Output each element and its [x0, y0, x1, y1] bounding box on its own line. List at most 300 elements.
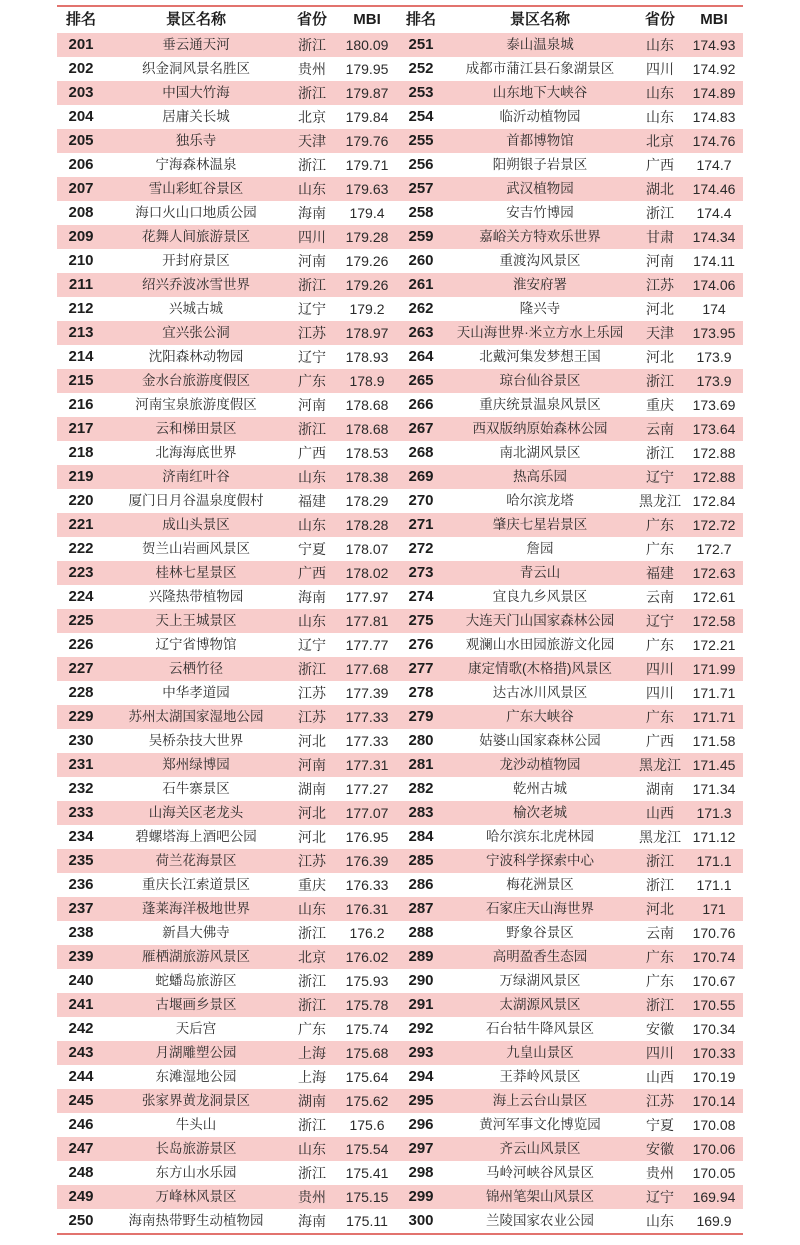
province-cell: 云南 — [646, 925, 674, 941]
province-cell: 河北 — [646, 301, 674, 317]
rank-cell: 269 — [408, 468, 434, 485]
mbi-cell: 178.07 — [345, 541, 389, 557]
mbi-cell: 178.93 — [345, 349, 389, 365]
table-bottom-rule — [57, 1233, 743, 1235]
mbi-cell: 179.87 — [345, 85, 389, 101]
mbi-cell: 178.28 — [345, 517, 389, 533]
rank-cell: 214 — [68, 348, 94, 365]
name-cell: 山东地下大峡谷 — [492, 85, 588, 100]
name-cell: 中华孝道园 — [162, 685, 230, 700]
name-cell: 淮安府署 — [513, 277, 567, 292]
rank-cell: 287 — [408, 900, 434, 917]
mbi-cell: 175.74 — [345, 1021, 389, 1037]
name-cell: 蓬莱海洋极地世界 — [142, 901, 250, 916]
province-cell: 甘肃 — [646, 229, 674, 245]
rank-cell: 223 — [68, 564, 94, 581]
province-cell: 山东 — [298, 1141, 326, 1157]
province-cell: 浙江 — [646, 853, 674, 869]
province-cell: 山东 — [646, 1213, 674, 1229]
mbi-cell: 170.08 — [692, 1117, 736, 1133]
mbi-cell: 177.81 — [345, 613, 389, 629]
name-cell: 天后宫 — [175, 1021, 217, 1036]
table-row — [57, 993, 743, 1017]
province-cell: 辽宁 — [646, 469, 674, 485]
rank-cell: 245 — [68, 1092, 94, 1109]
province-cell: 重庆 — [646, 397, 674, 413]
rank-cell: 275 — [408, 612, 434, 629]
name-cell: 榆次老城 — [513, 805, 567, 820]
name-cell: 独乐寺 — [175, 133, 217, 148]
name-cell: 高明盈香生态园 — [492, 949, 588, 964]
rank-cell: 250 — [68, 1212, 94, 1229]
mbi-cell: 170.14 — [692, 1093, 736, 1109]
name-cell: 肇庆七星岩景区 — [492, 517, 588, 532]
province-cell: 浙江 — [646, 877, 674, 893]
mbi-cell: 178.29 — [345, 493, 389, 509]
name-cell: 梅花洲景区 — [506, 877, 574, 892]
table-row — [57, 1137, 743, 1161]
mbi-cell: 171.34 — [692, 781, 736, 797]
table-row — [57, 1089, 743, 1113]
name-cell: 桂林七星景区 — [155, 565, 237, 580]
rank-cell: 246 — [68, 1116, 94, 1133]
rank-cell: 295 — [408, 1092, 434, 1109]
rank-cell: 212 — [68, 300, 94, 317]
name-cell: 野象谷景区 — [506, 925, 574, 940]
rank-cell: 274 — [408, 588, 434, 605]
province-cell: 海南 — [298, 589, 326, 605]
name-cell: 中国大竹海 — [162, 85, 230, 100]
mbi-cell: 171.1 — [696, 877, 732, 893]
province-cell: 山东 — [646, 85, 674, 101]
table-row — [57, 537, 743, 561]
name-cell: 王莽岭风景区 — [499, 1069, 581, 1084]
rank-cell: 266 — [408, 396, 434, 413]
mbi-cell: 179.4 — [349, 205, 385, 221]
rank-cell: 267 — [408, 420, 434, 437]
province-cell: 山西 — [646, 805, 674, 821]
rank-cell: 215 — [68, 372, 94, 389]
mbi-cell: 178.97 — [345, 325, 389, 341]
name-cell: 兴隆热带植物园 — [148, 589, 244, 604]
table-row — [57, 417, 743, 441]
table-row — [57, 129, 743, 153]
mbi-cell: 178.9 — [349, 373, 385, 389]
name-cell: 金水台旅游度假区 — [142, 373, 250, 388]
name-cell: 蛇蟠岛旅游区 — [155, 973, 237, 988]
header-name-right: 景区名称 — [509, 11, 570, 28]
rank-cell: 239 — [68, 948, 94, 965]
mbi-cell: 175.41 — [345, 1165, 389, 1181]
province-cell: 浙江 — [298, 277, 326, 293]
rank-cell: 238 — [68, 924, 94, 941]
header-mbi-left: MBI — [353, 11, 381, 28]
province-cell: 广东 — [646, 973, 674, 989]
name-cell: 嘉峪关方特欢乐世界 — [479, 229, 601, 244]
rank-cell: 263 — [408, 324, 434, 341]
name-cell: 万峰林风景区 — [155, 1189, 237, 1204]
name-cell: 东滩湿地公园 — [155, 1069, 237, 1084]
mbi-cell: 176.31 — [345, 901, 389, 917]
name-cell: 九皇山景区 — [506, 1045, 574, 1060]
province-cell: 安徽 — [646, 1021, 674, 1037]
mbi-cell: 174 — [702, 301, 726, 317]
name-cell: 古堰画乡景区 — [155, 997, 237, 1012]
mbi-cell: 177.33 — [345, 709, 389, 725]
rank-cell: 260 — [408, 252, 434, 269]
table-row — [57, 201, 743, 225]
rank-cell: 294 — [408, 1068, 434, 1085]
name-cell: 兰陵国家农业公园 — [486, 1213, 594, 1228]
rank-cell: 268 — [408, 444, 434, 461]
province-cell: 江苏 — [298, 325, 326, 341]
table-row — [57, 81, 743, 105]
name-cell: 天山海世界·米立方水上乐园 — [456, 325, 624, 340]
rank-cell: 254 — [408, 108, 434, 125]
table-row — [57, 33, 743, 57]
mbi-cell: 178.02 — [345, 565, 389, 581]
rank-cell: 278 — [408, 684, 434, 701]
mbi-cell: 170.33 — [692, 1045, 736, 1061]
mbi-cell: 169.9 — [696, 1213, 732, 1229]
rank-cell: 298 — [408, 1164, 434, 1181]
name-cell: 西双版纳原始森林公园 — [472, 421, 608, 436]
mbi-cell: 180.09 — [345, 37, 389, 53]
rank-cell: 286 — [408, 876, 434, 893]
name-cell: 观澜山水田园旅游文化园 — [465, 637, 615, 652]
rank-cell: 296 — [408, 1116, 434, 1133]
mbi-cell: 179.76 — [345, 133, 389, 149]
name-cell: 雁栖湖旅游风景区 — [142, 949, 250, 964]
mbi-cell: 176.2 — [349, 925, 385, 941]
name-cell: 济南红叶谷 — [162, 469, 230, 484]
province-cell: 河南 — [298, 757, 326, 773]
name-cell: 兴城古城 — [169, 301, 223, 316]
mbi-cell: 170.34 — [692, 1021, 736, 1037]
rank-cell: 240 — [68, 972, 94, 989]
province-cell: 山东 — [646, 37, 674, 53]
mbi-cell: 178.38 — [345, 469, 389, 485]
rank-cell: 292 — [408, 1020, 434, 1037]
province-cell: 北京 — [298, 949, 326, 965]
province-cell: 浙江 — [298, 1165, 326, 1181]
name-cell: 天上王城景区 — [155, 613, 237, 628]
mbi-cell: 179.26 — [345, 277, 389, 293]
province-cell: 贵州 — [646, 1165, 674, 1181]
header-province-left: 省份 — [296, 11, 327, 28]
mbi-cell: 179.2 — [349, 301, 385, 317]
province-cell: 江苏 — [298, 685, 326, 701]
province-cell: 广东 — [298, 1021, 326, 1037]
table-row — [57, 609, 743, 633]
mbi-cell: 174.7 — [696, 157, 732, 173]
rank-cell: 216 — [68, 396, 94, 413]
rank-cell: 208 — [68, 204, 94, 221]
name-cell: 重渡沟风景区 — [499, 253, 581, 268]
rank-cell: 230 — [68, 732, 94, 749]
province-cell: 浙江 — [298, 421, 326, 437]
mbi-cell: 177.97 — [345, 589, 389, 605]
province-cell: 北京 — [646, 133, 674, 149]
name-cell: 泰山温泉城 — [506, 37, 574, 52]
mbi-cell: 175.54 — [345, 1141, 389, 1157]
mbi-cell: 174.34 — [692, 229, 736, 245]
province-cell: 河南 — [646, 253, 674, 269]
rank-cell: 284 — [408, 828, 434, 845]
province-cell: 四川 — [646, 61, 674, 77]
table-row — [57, 1161, 743, 1185]
rank-cell: 282 — [408, 780, 434, 797]
table-row — [57, 1113, 743, 1137]
mbi-cell: 179.26 — [345, 253, 389, 269]
mbi-cell: 175.62 — [345, 1093, 389, 1109]
mbi-cell: 178.68 — [345, 397, 389, 413]
name-cell: 武汉植物园 — [506, 181, 574, 196]
province-cell: 广东 — [646, 709, 674, 725]
province-cell: 浙江 — [298, 157, 326, 173]
province-cell: 云南 — [646, 421, 674, 437]
name-cell: 乾州古城 — [513, 781, 567, 796]
mbi-cell: 172.88 — [692, 445, 736, 461]
province-cell: 贵州 — [298, 1189, 326, 1205]
mbi-cell: 179.71 — [345, 157, 389, 173]
mbi-cell: 171.1 — [696, 853, 732, 869]
rank-cell: 280 — [408, 732, 434, 749]
rank-cell: 289 — [408, 948, 434, 965]
mbi-cell: 171.58 — [692, 733, 736, 749]
rank-cell: 206 — [68, 156, 94, 173]
province-cell: 四川 — [298, 229, 326, 245]
name-cell: 长岛旅游景区 — [155, 1141, 237, 1156]
name-cell: 北海海底世界 — [155, 445, 237, 460]
province-cell: 浙江 — [298, 1117, 326, 1133]
mbi-cell: 179.63 — [345, 181, 389, 197]
table-row — [57, 801, 743, 825]
name-cell: 宁波科学探索中心 — [486, 853, 594, 868]
name-cell: 石台牯牛降风景区 — [486, 1021, 594, 1036]
mbi-cell: 173.64 — [692, 421, 736, 437]
province-cell: 辽宁 — [646, 613, 674, 629]
province-cell: 四川 — [646, 661, 674, 677]
rank-cell: 261 — [408, 276, 434, 293]
mbi-cell: 174.76 — [692, 133, 736, 149]
table-row — [57, 1041, 743, 1065]
name-cell: 成山头景区 — [162, 517, 230, 532]
rank-cell: 244 — [68, 1068, 94, 1085]
name-cell: 北戴河集发梦想王国 — [479, 349, 601, 364]
province-cell: 浙江 — [646, 373, 674, 389]
name-cell: 新昌大佛寺 — [162, 925, 230, 940]
name-cell: 太湖源风景区 — [499, 997, 581, 1012]
name-cell: 宁海森林温泉 — [155, 157, 237, 172]
mbi-cell: 170.05 — [692, 1165, 736, 1181]
province-cell: 浙江 — [298, 37, 326, 53]
rank-cell: 228 — [68, 684, 94, 701]
name-cell: 詹园 — [526, 541, 554, 556]
name-cell: 南北湖风景区 — [499, 445, 581, 460]
province-cell: 山东 — [298, 901, 326, 917]
province-cell: 山东 — [646, 109, 674, 125]
province-cell: 天津 — [646, 325, 674, 341]
table-row — [57, 561, 743, 585]
mbi-cell: 170.06 — [692, 1141, 736, 1157]
mbi-ranking-table — [57, 5, 743, 1235]
mbi-cell: 179.28 — [345, 229, 389, 245]
name-cell: 青云山 — [519, 565, 561, 580]
name-cell: 月湖雕塑公园 — [155, 1045, 237, 1060]
rank-cell: 258 — [408, 204, 434, 221]
province-cell: 浙江 — [646, 997, 674, 1013]
rank-cell: 290 — [408, 972, 434, 989]
name-cell: 锦州笔架山风景区 — [486, 1189, 594, 1204]
mbi-cell: 173.9 — [696, 373, 732, 389]
rank-cell: 237 — [68, 900, 94, 917]
mbi-cell: 177.31 — [345, 757, 389, 773]
name-cell: 郑州绿博园 — [162, 757, 230, 772]
province-cell: 广东 — [646, 517, 674, 533]
rank-cell: 248 — [68, 1164, 94, 1181]
name-cell: 成都市蒲江县石象湖景区 — [465, 61, 615, 76]
mbi-cell: 176.39 — [345, 853, 389, 869]
table-row — [57, 681, 743, 705]
rank-cell: 235 — [68, 852, 94, 869]
name-cell: 吴桥杂技大世界 — [148, 733, 244, 748]
name-cell: 安吉竹博园 — [506, 205, 574, 220]
table-row — [57, 177, 743, 201]
province-cell: 江苏 — [298, 853, 326, 869]
header-rank-right: 排名 — [405, 11, 436, 28]
mbi-cell: 177.77 — [345, 637, 389, 653]
mbi-cell: 175.93 — [345, 973, 389, 989]
name-cell: 黄河军事文化博览园 — [479, 1117, 601, 1132]
mbi-cell: 171.71 — [692, 709, 736, 725]
name-cell: 龙沙动植物园 — [499, 757, 581, 772]
rank-cell: 256 — [408, 156, 434, 173]
mbi-cell: 177.68 — [345, 661, 389, 677]
table-header-row — [57, 7, 743, 33]
rank-cell: 233 — [68, 804, 94, 821]
table-row — [57, 513, 743, 537]
rank-cell: 221 — [68, 516, 94, 533]
mbi-cell: 170.76 — [692, 925, 736, 941]
name-cell: 河南宝泉旅游度假区 — [135, 397, 257, 412]
mbi-cell: 171.99 — [692, 661, 736, 677]
province-cell: 山东 — [298, 613, 326, 629]
table-row — [57, 825, 743, 849]
mbi-cell: 174.06 — [692, 277, 736, 293]
table-row — [57, 729, 743, 753]
name-cell: 隆兴寺 — [519, 301, 561, 316]
mbi-cell: 178.53 — [345, 445, 389, 461]
name-cell: 垂云通天河 — [162, 37, 230, 52]
table-row — [57, 585, 743, 609]
province-cell: 河南 — [298, 397, 326, 413]
rank-cell: 271 — [408, 516, 434, 533]
rank-cell: 277 — [408, 660, 434, 677]
mbi-cell: 170.67 — [692, 973, 736, 989]
province-cell: 浙江 — [298, 925, 326, 941]
name-cell: 海南热带野生动植物园 — [128, 1213, 264, 1228]
province-cell: 山西 — [646, 1069, 674, 1085]
province-cell: 河北 — [298, 805, 326, 821]
name-cell: 琼台仙谷景区 — [499, 373, 581, 388]
mbi-cell: 179.84 — [345, 109, 389, 125]
province-cell: 浙江 — [298, 85, 326, 101]
rank-cell: 211 — [68, 276, 94, 293]
mbi-cell: 175.15 — [345, 1189, 389, 1205]
name-cell: 沈阳森林动物园 — [148, 349, 244, 364]
province-cell: 山东 — [298, 181, 326, 197]
rank-cell: 202 — [68, 60, 94, 77]
province-cell: 辽宁 — [298, 301, 326, 317]
name-cell: 康定情歌(木格措)风景区 — [468, 661, 612, 676]
mbi-cell: 175.78 — [345, 997, 389, 1013]
province-cell: 海南 — [298, 1213, 326, 1229]
province-cell: 广东 — [646, 949, 674, 965]
table-row — [57, 777, 743, 801]
table-row — [57, 249, 743, 273]
rank-cell: 213 — [68, 324, 94, 341]
name-cell: 达古冰川风景区 — [492, 685, 588, 700]
table-body — [57, 33, 743, 1233]
mbi-cell: 174.83 — [692, 109, 736, 125]
province-cell: 山东 — [298, 469, 326, 485]
province-cell: 云南 — [646, 589, 674, 605]
province-cell: 辽宁 — [646, 1189, 674, 1205]
province-cell: 湖北 — [646, 181, 674, 197]
mbi-cell: 176.33 — [345, 877, 389, 893]
rank-cell: 279 — [408, 708, 434, 725]
rank-cell: 283 — [408, 804, 434, 821]
name-cell: 花舞人间旅游景区 — [142, 229, 250, 244]
province-cell: 浙江 — [646, 445, 674, 461]
province-cell: 上海 — [298, 1069, 326, 1085]
province-cell: 广东 — [646, 637, 674, 653]
province-cell: 湖南 — [646, 781, 674, 797]
name-cell: 辽宁省博物馆 — [155, 637, 237, 652]
table-row — [57, 369, 743, 393]
table-row — [57, 1185, 743, 1209]
rank-cell: 272 — [408, 540, 434, 557]
mbi-cell: 173.69 — [692, 397, 736, 413]
rank-cell: 210 — [68, 252, 94, 269]
rank-cell: 257 — [408, 180, 434, 197]
name-cell: 齐云山风景区 — [499, 1141, 581, 1156]
mbi-cell: 173.9 — [696, 349, 732, 365]
rank-cell: 232 — [68, 780, 94, 797]
province-cell: 辽宁 — [298, 637, 326, 653]
province-cell: 河北 — [298, 829, 326, 845]
rank-cell: 253 — [408, 84, 434, 101]
name-cell: 云栖竹径 — [169, 661, 223, 676]
province-cell: 浙江 — [298, 973, 326, 989]
rank-cell: 236 — [68, 876, 94, 893]
table-row — [57, 345, 743, 369]
rank-cell: 234 — [68, 828, 94, 845]
province-cell: 河北 — [298, 733, 326, 749]
table-row — [57, 1209, 743, 1233]
name-cell: 张家界黄龙洞景区 — [142, 1093, 250, 1108]
name-cell: 碧螺塔海上酒吧公园 — [135, 829, 257, 844]
rank-cell: 265 — [408, 372, 434, 389]
name-cell: 首都博物馆 — [506, 133, 574, 148]
province-cell: 四川 — [646, 685, 674, 701]
mbi-cell: 173.95 — [692, 325, 736, 341]
province-cell: 江苏 — [646, 1093, 674, 1109]
mbi-cell: 174.92 — [692, 61, 736, 77]
mbi-cell: 177.07 — [345, 805, 389, 821]
mbi-cell: 172.21 — [692, 637, 736, 653]
